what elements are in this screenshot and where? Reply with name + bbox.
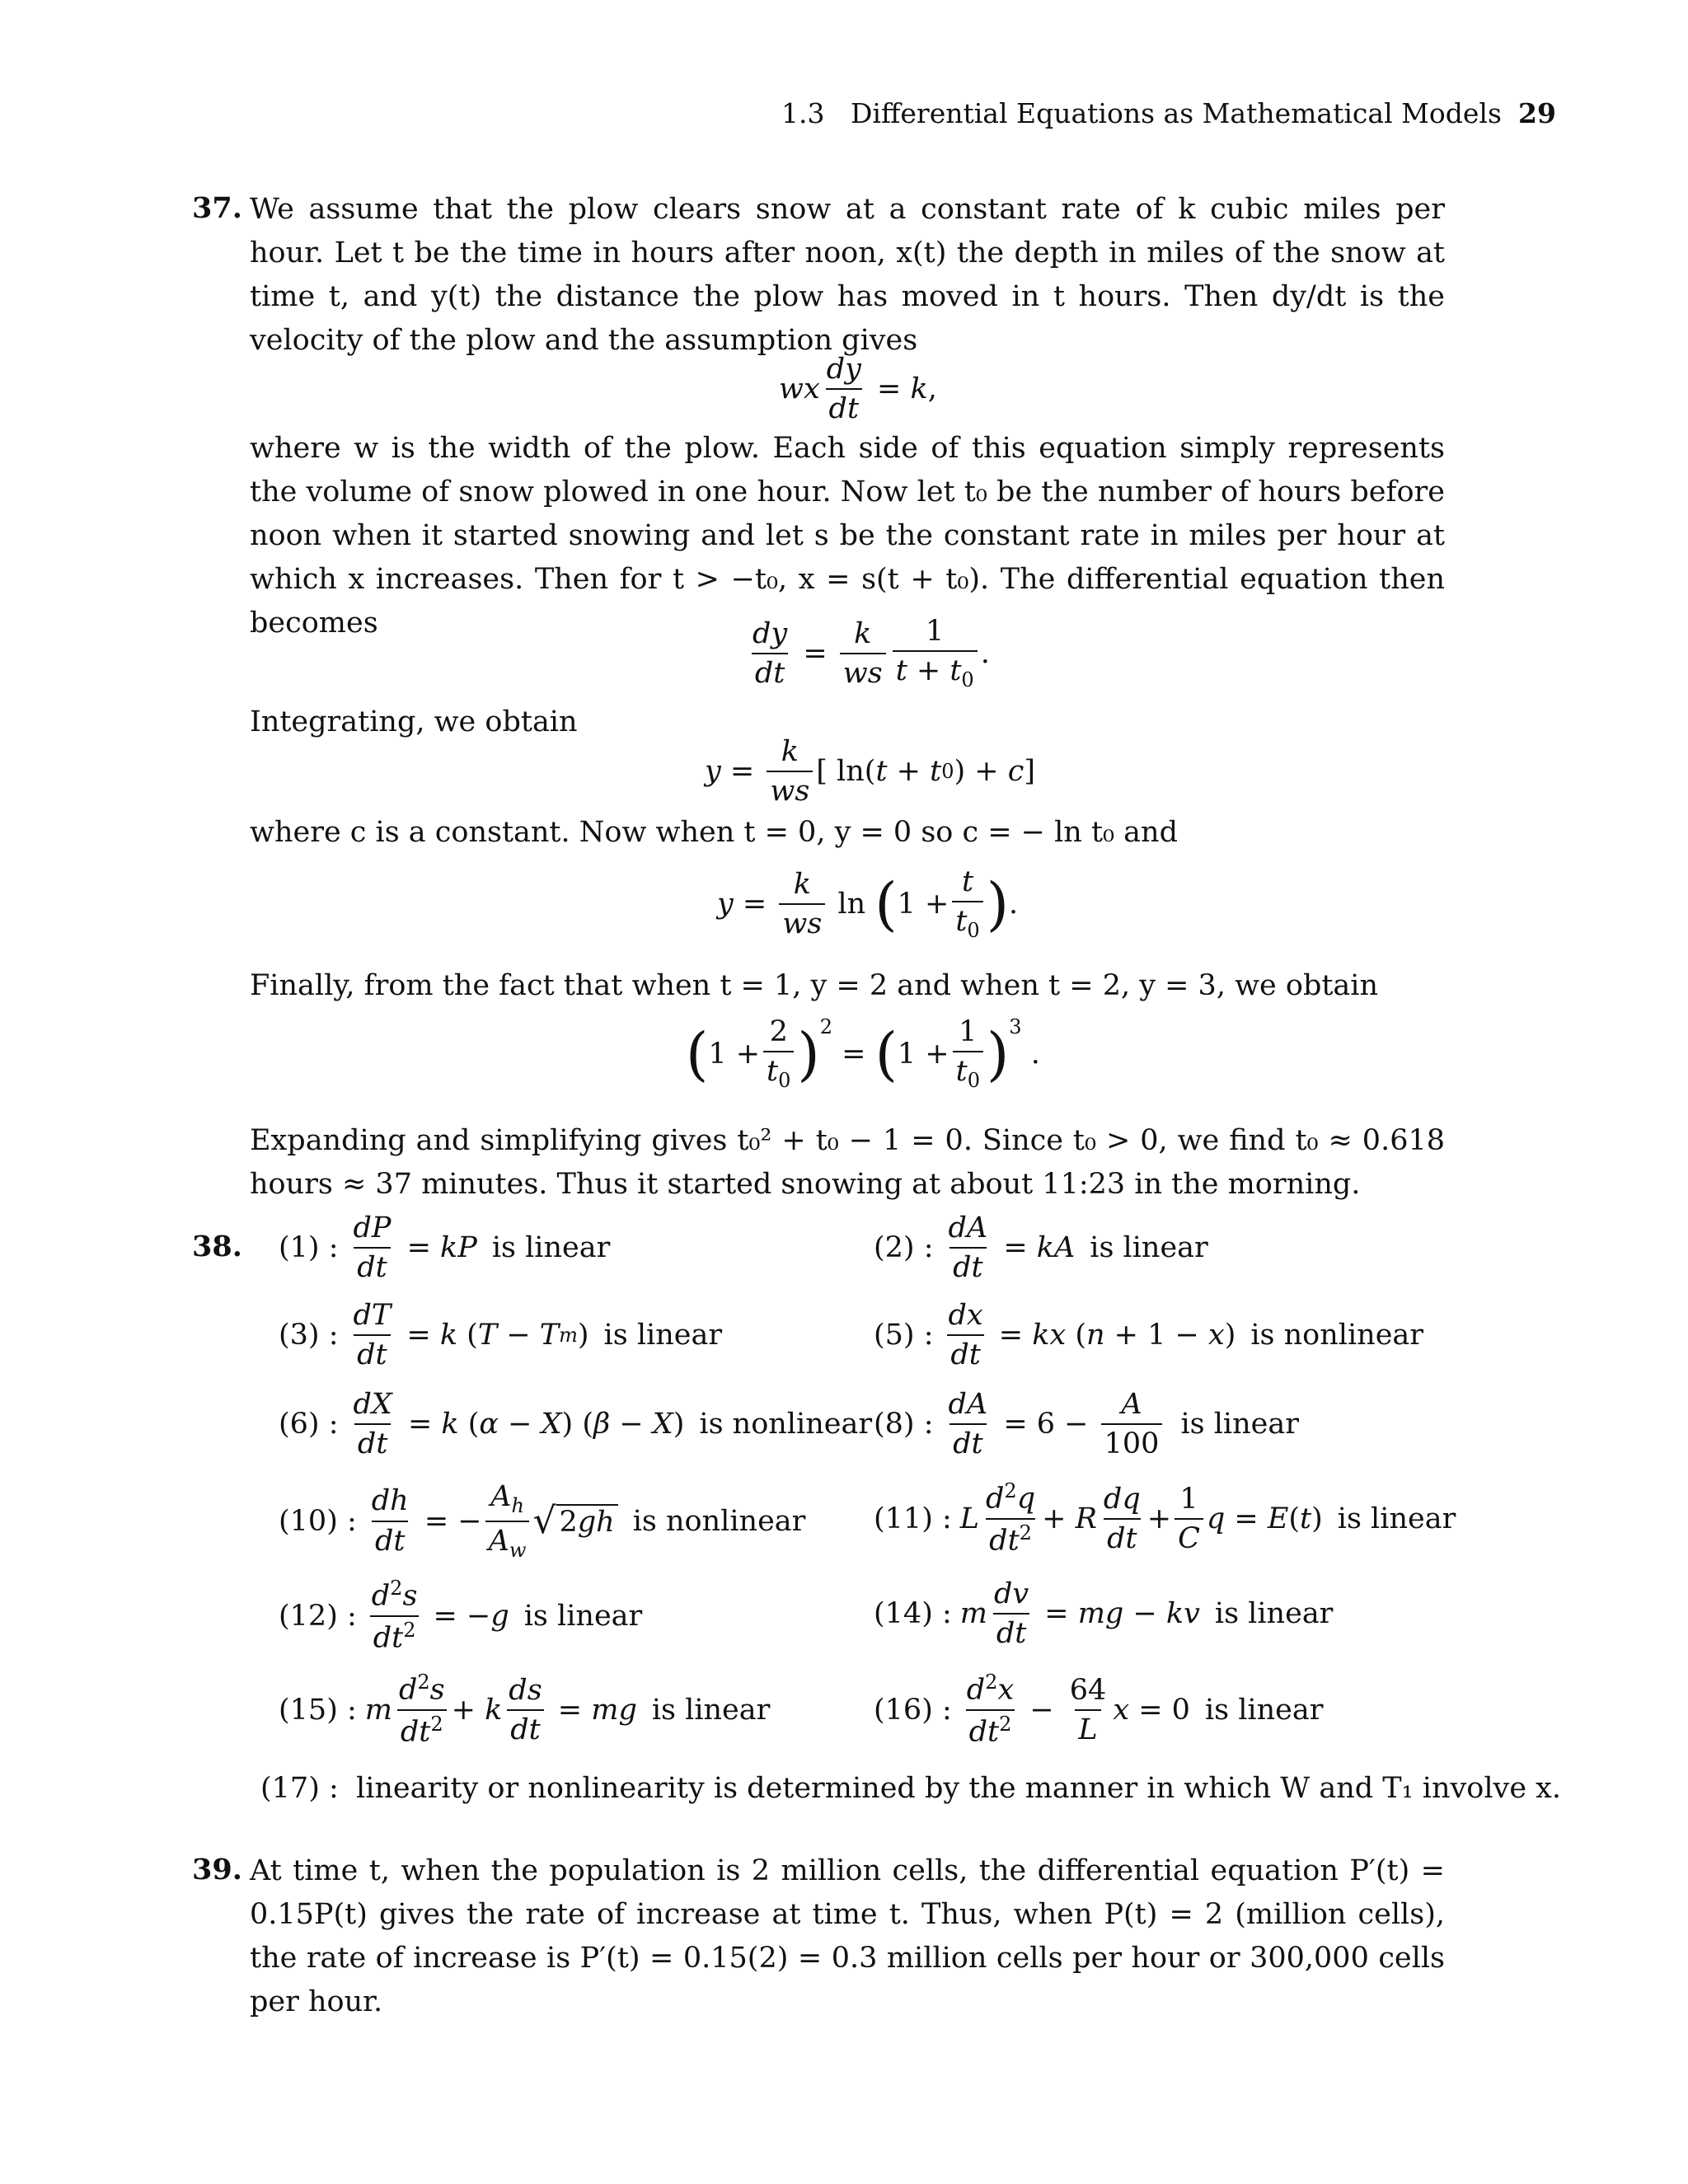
page-number: 29 bbox=[1518, 97, 1556, 129]
integrating-text: Integrating, we obtain bbox=[250, 705, 578, 738]
equation-item-2: (2) : $\frac{dA}{dt}$ = kA is linear bbox=[874, 1212, 1208, 1285]
equation-wx-dy-dt: wx $\frac{dy}{dt}$ = k , bbox=[779, 353, 937, 426]
equation-item-15: (15) : m $\frac{d^2s}{dt^2}$ + k $\frac{ds}{dt}$ = mg is linear bbox=[279, 1671, 771, 1749]
running-header: 1.3 Differential Equations as Mathematical Models bbox=[781, 97, 1502, 129]
finally-text: Finally, from the fact that when t = 1, y = 2 and when t = 2, y = 3, we obtain bbox=[250, 969, 1379, 1002]
equation-item-17-label: (17) : bbox=[260, 1772, 339, 1805]
equation-y-integral: y = $\frac{k}{ws}$ [ ln( t + t 0 ) + c ] bbox=[705, 735, 1035, 808]
problem-38-number: 38. bbox=[192, 1230, 242, 1263]
problem-39-number: 39. bbox=[192, 1853, 242, 1886]
where-c-text: where c is a constant. Now when t = 0, y = 0 so c = − ln t₀ and bbox=[250, 816, 1178, 849]
equation-item-12: (12) : $\frac{d^2s}{dt^2}$ = − g is linear bbox=[279, 1577, 643, 1655]
problem-39-text: At time t, when the population is 2 million cells, the differential equation P′(t) = 0.15P(t) gives the rate of increase at time t. Thus, when P(t) = 2 (million cells), the rate of increase is P′(t) = 0.15(2) = 0.3 million cells per hour or 300,000 cells per hour. bbox=[250, 1854, 1445, 2018]
equation-item-16: (16) : $\frac{d^2x}{dt^2}$ − $\frac{64}{L}$ x = 0 is linear bbox=[874, 1671, 1324, 1749]
equation-item-6: (6) : $\frac{dX}{dt}$ = k ( α − X ) ( β − X ) is nonlinear bbox=[279, 1388, 873, 1461]
equation-item-1: (1) : $\frac{dP}{dt}$ = kP is linear bbox=[279, 1212, 611, 1285]
equation-item-14: (14) : m $\frac{dv}{dt}$ = mg − kv is linear bbox=[874, 1577, 1334, 1651]
problem-37-para2: where w is the width of the plow. Each side of this equation simply represents the volume of snow plowed in one hour. Now let t₀ be the number of hours before noon when it started snowing and let s be the constant rate in miles per hour at which x increases. Then for t > −t₀, x = s(t + t₀). The differential equation then becomes bbox=[250, 432, 1445, 640]
expanding-text: Expanding and simplifying gives t₀² + t₀ − 1 = 0. Since t₀ > 0, we find t₀ ≈ 0.618 hours ≈ 37 minutes. Thus it started snowing at about 11:23 in the morning. bbox=[250, 1124, 1445, 1201]
equation-item-11: (11) : L $\frac{d^2q}{dt^2}$ + R $\frac{dq}{dt}$ + $\frac{1}{C}$ q = E ( t ) is linear bbox=[874, 1479, 1456, 1558]
problem-37-number: 37. bbox=[192, 191, 242, 225]
equation-item-10: (10) : $\frac{dh}{dt}$ = − $\frac{A_h}{A_w}$ √ 2gh is nonlinear bbox=[279, 1480, 806, 1562]
equation-item-17-text: linearity or nonlinearity is determined by the manner in which W and T₁ involve x. bbox=[356, 1772, 1562, 1805]
problem-37-intro: We assume that the plow clears snow at a constant rate of k cubic miles per hour. Let t be the time in hours after noon, x(t) the depth in miles of the snow at time t, and y(t) the distance the plow has moved in t hours. Then dy/dt is the velocity of the plow and the assumption gives bbox=[250, 193, 1445, 357]
equation-item-8: (8) : $\frac{dA}{dt}$ = 6 − $\frac{A}{100}$ is linear bbox=[874, 1388, 1299, 1461]
equation-item-5: (5) : $\frac{dx}{dt}$ = kx ( n + 1 − x ) is nonlinear bbox=[874, 1299, 1424, 1372]
equation-y-ln: y = $\frac{k}{ws}$ ln ( 1 + $\frac{t}{t_0}$ ) . bbox=[717, 865, 1019, 943]
equation-dy-dt: $\frac{dy}{dt}$ = $\frac{k}{ws}$ $\frac{1}{t + t_0}$ . bbox=[753, 615, 990, 692]
equation-powers: ( 1 + $\frac{2}{t_0}$ ) 2 = ( 1 + $\frac{1}{t_0}$ ) 3 . bbox=[686, 1015, 1040, 1093]
equation-item-3: (3) : $\frac{dT}{dt}$ = k ( T − T m ) is linear bbox=[279, 1299, 723, 1372]
